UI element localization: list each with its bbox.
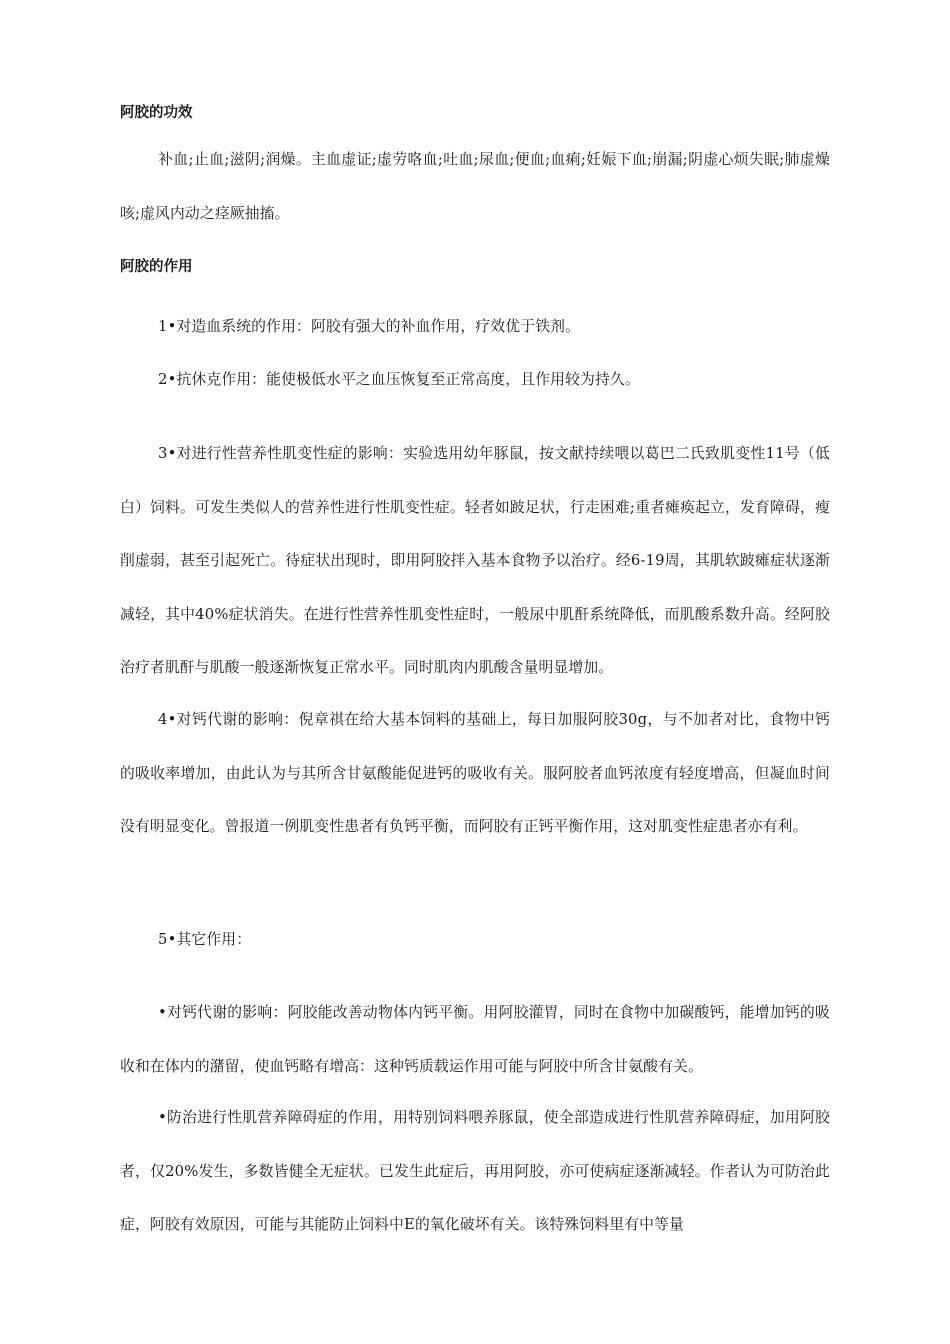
section-heading-efficacy: 阿胶的功效	[120, 105, 193, 121]
paragraph-item-5: 5•其它作用：	[158, 931, 252, 948]
section-heading-functions: 阿胶的作用	[120, 259, 193, 275]
paragraph-calcium-metabolism: •对钙代谢的影响：阿胶能改善动物体内钙平衡。用阿胶灌胃，同时在食物中加碳酸钙，能增加钙的吸收和在体内的潴留，使血钙略有增高：这种钙质载运作用可能与阿胶中所含甘氨酸有关。	[120, 1004, 830, 1075]
paragraph-item-1: 1•对造血系统的作用：阿胶有强大的补血作用，疗效优于铁剂。	[158, 318, 581, 335]
paragraph-item-3: 3•对进行性营养性肌变性症的影响：实验选用幼年豚鼠，按文献持续喂以葛巴二氏致肌变性11号（低白）饲料。可发生类似人的营养性进行性肌变性症。轻者如跛足状，行走困难;重者瘫痪起立，发育障碍，瘦削虚弱，甚至引起死亡。待症状出现时，即用阿胶拌入基本食物予以治疗。经6-19周，其肌软跛瘫症状逐渐减轻，其中40%症状消失。在进行性营养性肌变性症时，一般尿中肌酐系统降低，而肌酸系数升高。经阿胶治疗者肌酐与肌酸一般逐渐恢复正常水平。同时肌肉内肌酸含量明显增加。	[120, 445, 830, 676]
paragraph-item-4: 4•对钙代谢的影响：倪章祺在给大基本饲料的基础上，每日加服阿胶30g，与不加者对比，食物中钙的吸收率增加，由此认为与其所含甘氨酸能促进钙的吸收有关。服阿胶者血钙浓度有轻度增高，但凝血时间没有明显变化。曾报道一例肌变性患者有负钙平衡，而阿胶有正钙平衡作用，这对肌变性症患者亦有利。	[120, 711, 830, 835]
paragraph-item-2: 2•抗休克作用：能使极低水平之血压恢复至正常高度，且作用较为持久。	[158, 371, 640, 388]
paragraph-muscular-dystrophy: •防治进行性肌营养障碍症的作用，用特别饲料喂养豚鼠，使全部造成进行性肌营养障碍症，加用阿胶者，仅20%发生，多数皆健全无症状。已发生此症后，再用阿胶，亦可使病症逐渐减轻。作者认为可防治此症，阿胶有效原因，可能与其能防止饲料中E的氧化破坏有关。该特殊饲料里有中等量	[120, 1109, 830, 1233]
paragraph-efficacy: 补血;止血;滋阴;润燥。主血虚证;虚劳咯血;吐血;尿血;便血;血痢;妊娠下血;崩漏;阴虚心烦失眠;肺虚燥咳;虚风内动之痉厥抽搐。	[120, 151, 830, 222]
